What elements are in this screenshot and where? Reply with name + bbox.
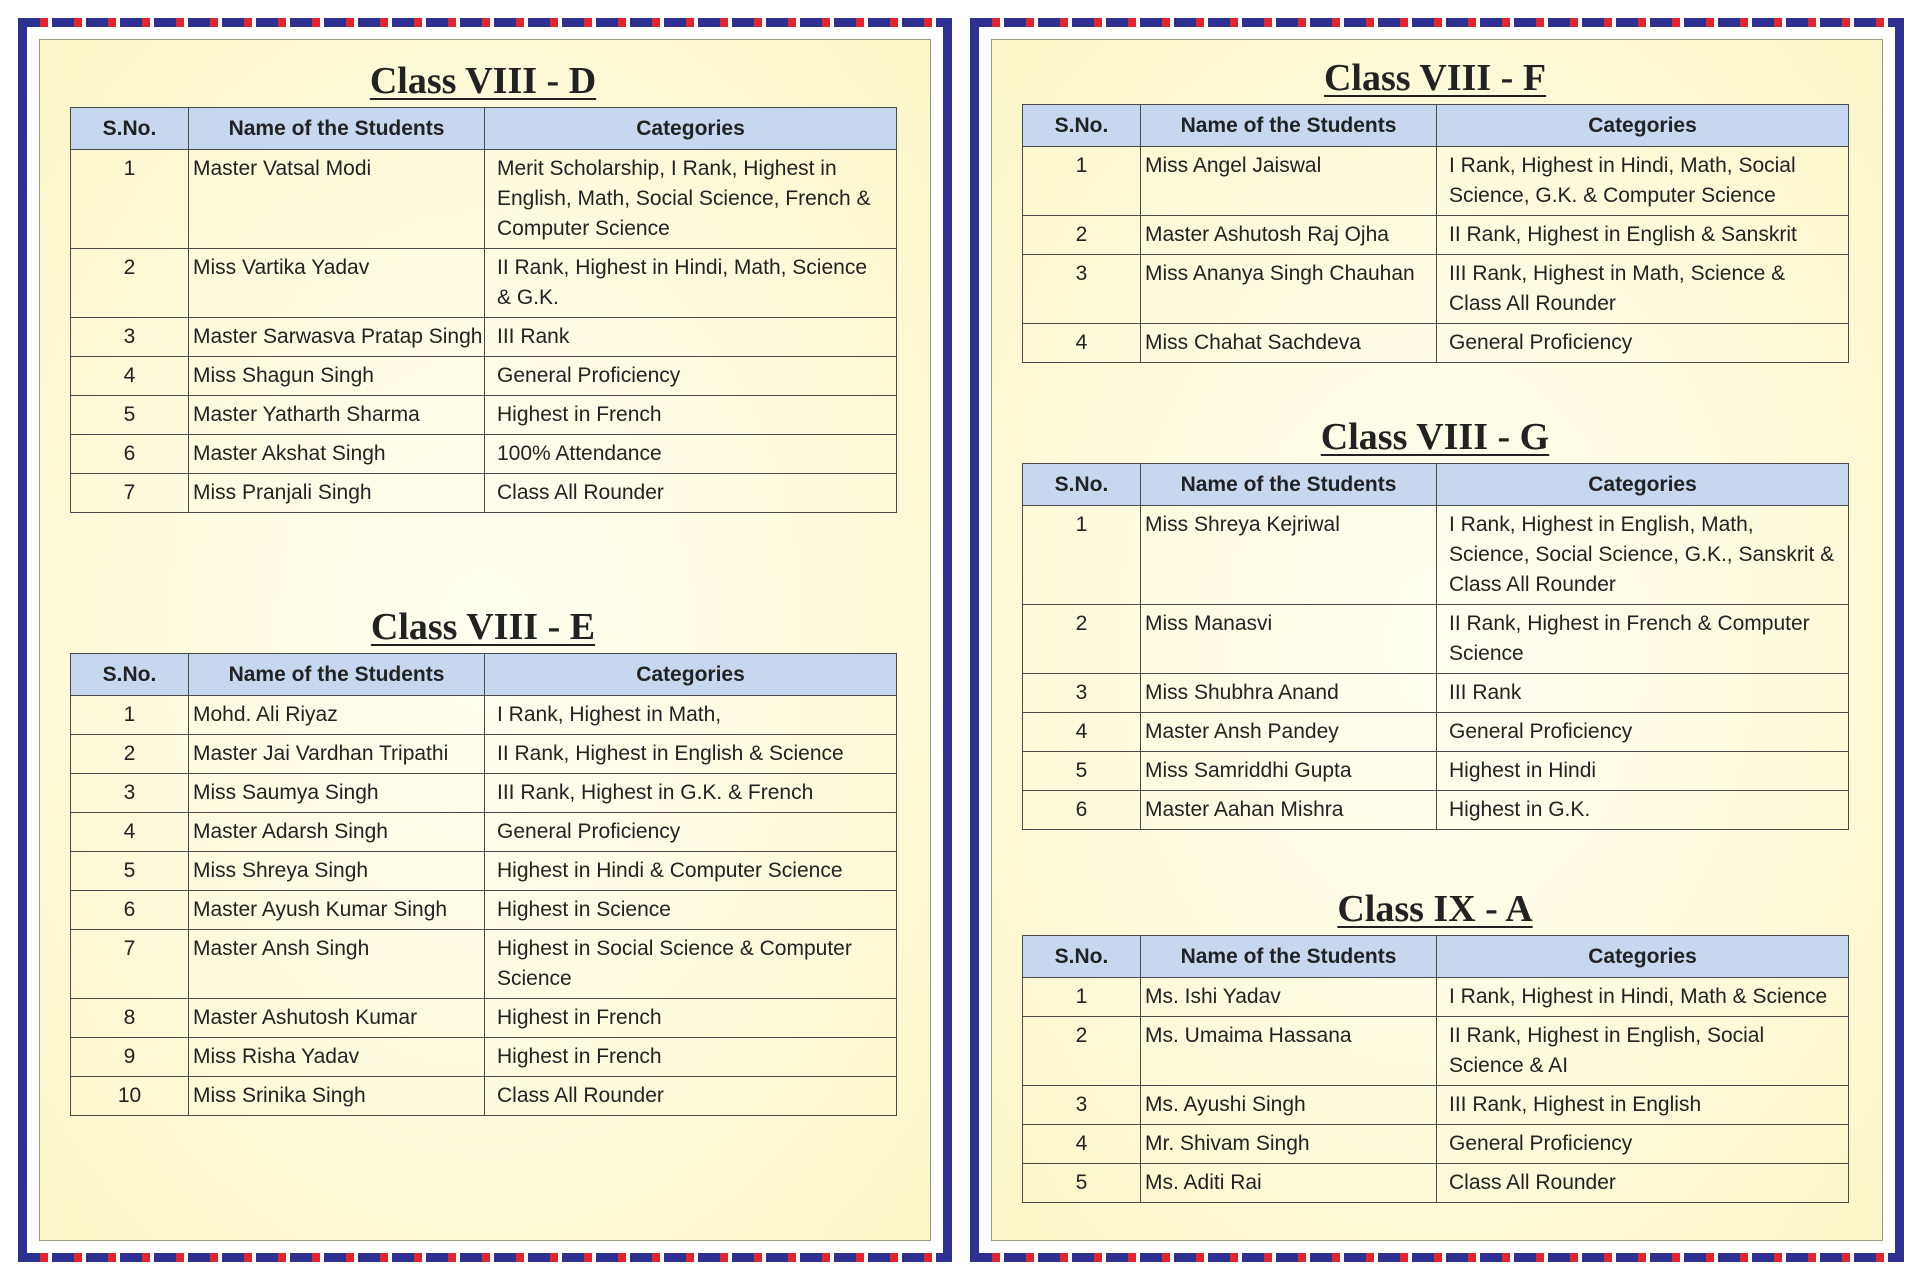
row-sno: 4 <box>71 813 189 852</box>
row-sno: 1 <box>1023 506 1141 605</box>
row-sno: 3 <box>1023 1086 1141 1125</box>
table-header-row <box>1023 464 1849 506</box>
students-table <box>70 653 897 1116</box>
student-categories: Merit Scholarship, I Rank, Highest in English, Math, Social Science, French & Computer Science <box>485 150 897 249</box>
row-sno: 2 <box>1023 1017 1141 1086</box>
student-categories: Class All Rounder <box>1437 1164 1849 1203</box>
student-name: Master Ansh Singh <box>189 930 485 999</box>
table-row <box>1023 255 1849 324</box>
student-categories: Highest in Hindi <box>1437 752 1849 791</box>
row-sno: 3 <box>71 774 189 813</box>
student-categories: II Rank, Highest in English & Science <box>485 735 897 774</box>
table-row <box>71 1038 897 1077</box>
student-categories: II Rank, Highest in English & Sanskrit <box>1437 216 1849 255</box>
row-sno: 3 <box>1023 674 1141 713</box>
student-name: Master Sarwasva Pratap Singh <box>189 318 485 357</box>
students-table <box>1022 463 1849 830</box>
table-row <box>71 1077 897 1116</box>
row-sno: 5 <box>71 396 189 435</box>
table-row <box>1023 1086 1849 1125</box>
student-categories: Class All Rounder <box>485 1077 897 1116</box>
student-name: Ms. Umaima Hassana <box>1141 1017 1437 1086</box>
student-categories: I Rank, Highest in Hindi, Math, Social Science, G.K. & Computer Science <box>1437 147 1849 216</box>
table-row <box>71 735 897 774</box>
student-name: Master Yatharth Sharma <box>189 396 485 435</box>
student-name: Miss Saumya Singh <box>189 774 485 813</box>
student-name: Miss Vartika Yadav <box>189 249 485 318</box>
table-row <box>71 150 897 249</box>
header-name: Name of the Students <box>1141 464 1437 506</box>
student-name: Master Vatsal Modi <box>189 150 485 249</box>
student-name: Master Adarsh Singh <box>189 813 485 852</box>
row-sno: 4 <box>1023 324 1141 363</box>
row-sno: 3 <box>71 318 189 357</box>
student-name: Mohd. Ali Riyaz <box>189 696 485 735</box>
student-name: Ms. Ayushi Singh <box>1141 1086 1437 1125</box>
table-row <box>71 852 897 891</box>
student-categories: III Rank, Highest in G.K. & French <box>485 774 897 813</box>
table-row <box>1023 1125 1849 1164</box>
header-name: Name of the Students <box>1141 936 1437 978</box>
student-categories: Highest in Social Science & Computer Science <box>485 930 897 999</box>
student-name: Miss Angel Jaiswal <box>1141 147 1437 216</box>
student-name: Miss Shreya Kejriwal <box>1141 506 1437 605</box>
table-header-row <box>71 108 897 150</box>
student-categories: General Proficiency <box>1437 324 1849 363</box>
table-row <box>71 474 897 513</box>
row-sno: 2 <box>71 249 189 318</box>
student-name: Mr. Shivam Singh <box>1141 1125 1437 1164</box>
row-sno: 5 <box>1023 752 1141 791</box>
students-table <box>1022 104 1849 363</box>
student-name: Miss Srinika Singh <box>189 1077 485 1116</box>
row-sno: 3 <box>1023 255 1141 324</box>
students-table <box>70 107 897 513</box>
student-name: Miss Shubhra Anand <box>1141 674 1437 713</box>
class-title: Class VIII - F <box>1323 57 1547 99</box>
student-name: Ms. Aditi Rai <box>1141 1164 1437 1203</box>
row-sno: 4 <box>71 357 189 396</box>
students-table <box>1022 935 1849 1203</box>
table-row <box>71 696 897 735</box>
student-categories: III Rank, Highest in English <box>1437 1086 1849 1125</box>
class-section <box>70 61 896 513</box>
right-page-panel <box>991 39 1883 1241</box>
table-row <box>71 999 897 1038</box>
table-row <box>1023 147 1849 216</box>
table-row <box>71 318 897 357</box>
row-sno: 2 <box>1023 605 1141 674</box>
table-row <box>1023 216 1849 255</box>
student-name: Ms. Ishi Yadav <box>1141 978 1437 1017</box>
table-row <box>71 357 897 396</box>
student-name: Miss Manasvi <box>1141 605 1437 674</box>
left-page <box>18 18 952 1262</box>
table-row <box>1023 1164 1849 1203</box>
class-title: Class VIII - E <box>370 606 596 648</box>
student-categories: III Rank <box>1437 674 1849 713</box>
row-sno: 6 <box>1023 791 1141 830</box>
student-name: Master Akshat Singh <box>189 435 485 474</box>
student-name: Master Ashutosh Raj Ojha <box>1141 216 1437 255</box>
row-sno: 4 <box>1023 1125 1141 1164</box>
row-sno: 7 <box>71 930 189 999</box>
student-categories: I Rank, Highest in Hindi, Math & Science <box>1437 978 1849 1017</box>
table-row <box>71 396 897 435</box>
student-categories: Highest in French <box>485 396 897 435</box>
student-categories: General Proficiency <box>485 357 897 396</box>
table-row <box>1023 506 1849 605</box>
row-sno: 6 <box>71 435 189 474</box>
left-page-panel <box>39 39 931 1241</box>
table-row <box>71 774 897 813</box>
row-sno: 1 <box>1023 147 1141 216</box>
table-row <box>1023 674 1849 713</box>
student-name: Miss Shagun Singh <box>189 357 485 396</box>
student-categories: Highest in French <box>485 1038 897 1077</box>
table-row <box>71 249 897 318</box>
row-sno: 4 <box>1023 713 1141 752</box>
header-categories: Categories <box>1437 936 1849 978</box>
student-categories: Highest in Science <box>485 891 897 930</box>
student-categories: General Proficiency <box>1437 1125 1849 1164</box>
student-name: Master Ashutosh Kumar <box>189 999 485 1038</box>
student-name: Miss Shreya Singh <box>189 852 485 891</box>
table-row <box>1023 752 1849 791</box>
table-row <box>71 813 897 852</box>
table-row <box>71 891 897 930</box>
header-sno: S.No. <box>71 108 189 150</box>
class-section <box>1022 889 1848 1203</box>
row-sno: 2 <box>71 735 189 774</box>
student-categories: Highest in Hindi & Computer Science <box>485 852 897 891</box>
row-sno: 5 <box>1023 1164 1141 1203</box>
header-categories: Categories <box>485 654 897 696</box>
header-categories: Categories <box>485 108 897 150</box>
header-sno: S.No. <box>1023 105 1141 147</box>
student-categories: Class All Rounder <box>485 474 897 513</box>
student-name: Miss Pranjali Singh <box>189 474 485 513</box>
row-sno: 9 <box>71 1038 189 1077</box>
student-categories: General Proficiency <box>1437 713 1849 752</box>
student-categories: I Rank, Highest in Math, <box>485 696 897 735</box>
student-name: Master Aahan Mishra <box>1141 791 1437 830</box>
student-categories: I Rank, Highest in English, Math, Science, Social Science, G.K., Sanskrit & Class All Rounder <box>1437 506 1849 605</box>
class-section <box>70 607 896 1116</box>
header-name: Name of the Students <box>189 108 485 150</box>
row-sno: 1 <box>71 696 189 735</box>
row-sno: 10 <box>71 1077 189 1116</box>
table-row <box>1023 791 1849 830</box>
row-sno: 2 <box>1023 216 1141 255</box>
student-name: Master Ayush Kumar Singh <box>189 891 485 930</box>
student-categories: III Rank <box>485 318 897 357</box>
row-sno: 7 <box>71 474 189 513</box>
student-categories: General Proficiency <box>485 813 897 852</box>
student-name: Miss Ananya Singh Chauhan <box>1141 255 1437 324</box>
student-name: Miss Risha Yadav <box>189 1038 485 1077</box>
header-categories: Categories <box>1437 105 1849 147</box>
student-name: Master Ansh Pandey <box>1141 713 1437 752</box>
table-header-row <box>1023 936 1849 978</box>
class-title: Class VIII - G <box>1320 416 1550 458</box>
table-row <box>71 930 897 999</box>
row-sno: 1 <box>71 150 189 249</box>
student-categories: II Rank, Highest in English, Social Science & AI <box>1437 1017 1849 1086</box>
table-header-row <box>1023 105 1849 147</box>
student-categories: 100% Attendance <box>485 435 897 474</box>
header-sno: S.No. <box>1023 936 1141 978</box>
student-name: Miss Chahat Sachdeva <box>1141 324 1437 363</box>
class-title: Class VIII - D <box>369 60 597 102</box>
student-name: Master Jai Vardhan Tripathi <box>189 735 485 774</box>
student-categories: III Rank, Highest in Math, Science & Class All Rounder <box>1437 255 1849 324</box>
header-sno: S.No. <box>1023 464 1141 506</box>
header-categories: Categories <box>1437 464 1849 506</box>
table-row <box>1023 978 1849 1017</box>
student-categories: II Rank, Highest in Hindi, Math, Science & G.K. <box>485 249 897 318</box>
table-row <box>1023 713 1849 752</box>
right-page <box>970 18 1904 1262</box>
header-sno: S.No. <box>71 654 189 696</box>
table-row <box>71 435 897 474</box>
student-categories: II Rank, Highest in French & Computer Science <box>1437 605 1849 674</box>
table-row <box>1023 1017 1849 1086</box>
row-sno: 5 <box>71 852 189 891</box>
row-sno: 6 <box>71 891 189 930</box>
row-sno: 1 <box>1023 978 1141 1017</box>
class-section <box>1022 58 1848 363</box>
class-section <box>1022 417 1848 830</box>
table-header-row <box>71 654 897 696</box>
student-categories: Highest in French <box>485 999 897 1038</box>
student-categories: Highest in G.K. <box>1437 791 1849 830</box>
table-row <box>1023 605 1849 674</box>
row-sno: 8 <box>71 999 189 1038</box>
class-title: Class IX - A <box>1337 888 1533 930</box>
header-name: Name of the Students <box>1141 105 1437 147</box>
table-row <box>1023 324 1849 363</box>
header-name: Name of the Students <box>189 654 485 696</box>
student-name: Miss Samriddhi Gupta <box>1141 752 1437 791</box>
